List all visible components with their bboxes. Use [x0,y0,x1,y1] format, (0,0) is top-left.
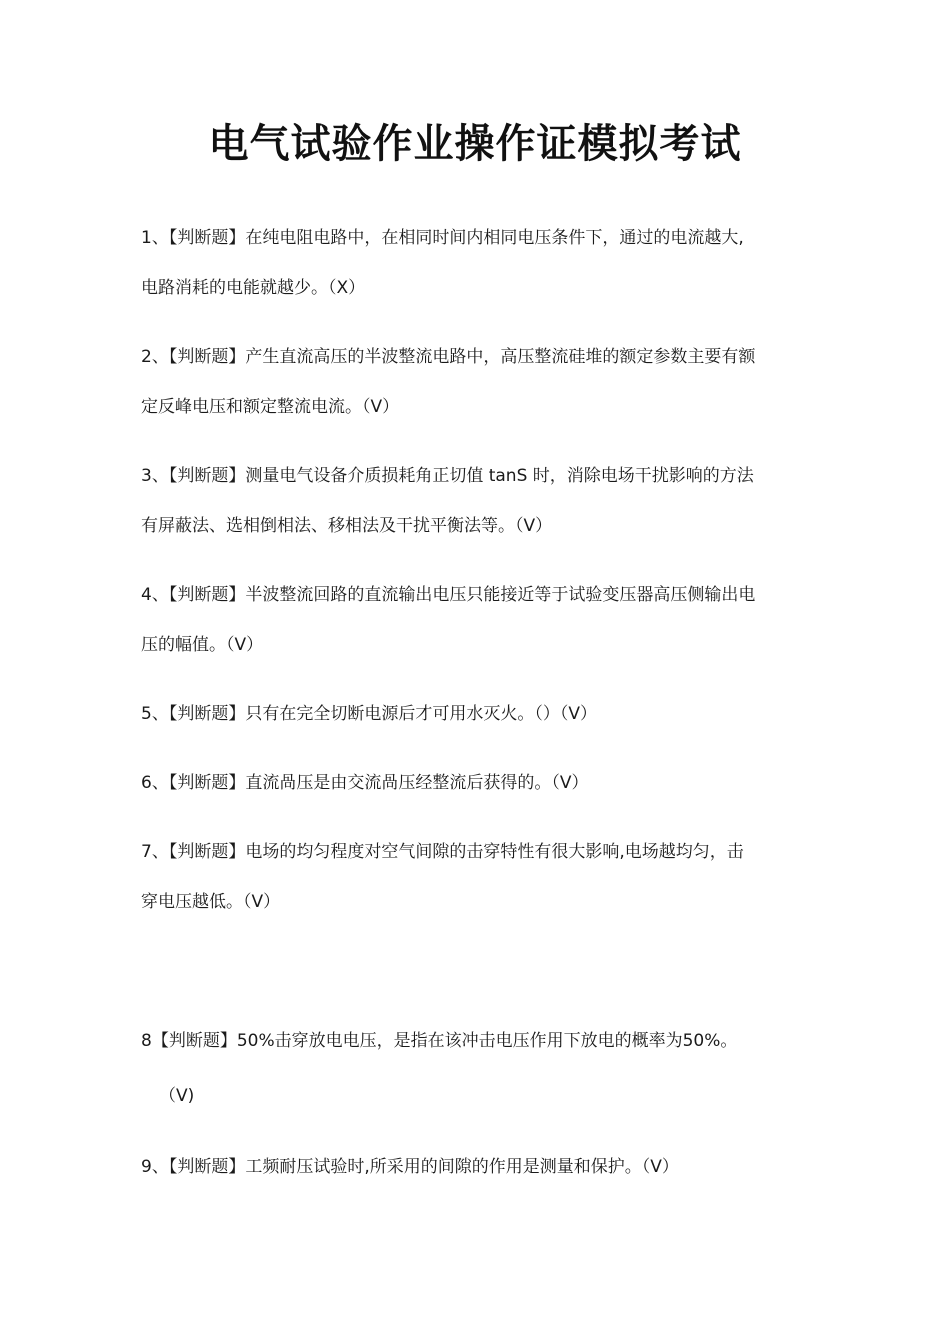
question-5-line-1: 5、【判断题】只有在完全切断电源后才可用水灭火。（）（V） [141,704,597,724]
question-8-line-2: （V) [159,1086,195,1106]
question-item-3 [141,451,811,551]
question-item-6 [141,758,811,808]
question-2-line-1: 2、【判断题】产生直流高压的半波整流电路中，高压整流硅堆的额定参数主要有额 [141,347,756,367]
question-3-line-1: 3、【判断题】测量电气设备介质损耗角正切值 tanS 时，消除电场干扰影响的方法 [141,466,754,486]
question-item-2 [141,332,811,432]
question-3-line-2: 有屏蔽法、选相倒相法、移相法及干扰平衡法等。（V） [141,516,553,536]
question-9-line-1: 9、【判断题】工频耐压试验时,所采用的间隙的作用是测量和保护。（V） [141,1157,679,1177]
question-item-1 [141,213,811,313]
question-7-line-1: 7、【判断题】电场的均匀程度对空气间隙的击穿特性有很大影响,电场越均匀，击 [141,842,744,862]
question-2-line-2: 定反峰电压和额定整流电流。（V） [141,397,400,417]
question-1-line-1: 1、【判断题】在纯电阻电路中，在相同时间内相同电压条件下，通过的电流越大, [141,228,744,248]
question-1-line-2: 电路消耗的电能就越少。（X） [141,278,366,298]
question-item-8 [141,1016,811,1121]
question-8-line-1: 8【判断题】50%击穿放电电压，是指在该冲击电压作用下放电的概率为50%。 [141,1031,738,1051]
question-item-5 [141,689,811,739]
question-4-line-2: 压的幅值。（V） [141,635,264,655]
question-item-9 [141,1142,811,1192]
question-4-line-1: 4、【判断题】半波整流回路的直流输出电压只能接近等于试验变压器高压侧输出电 [141,585,756,605]
question-7-line-2: 穿电压越低。（V） [141,892,281,912]
question-item-7 [141,827,811,927]
question-item-4 [141,570,811,670]
page-title: 电气试验作业操作证模拟考试 [208,121,742,167]
question-6-line-1: 6、【判断题】直流咼压是由交流咼压经整流后获得的。（V） [141,773,589,793]
